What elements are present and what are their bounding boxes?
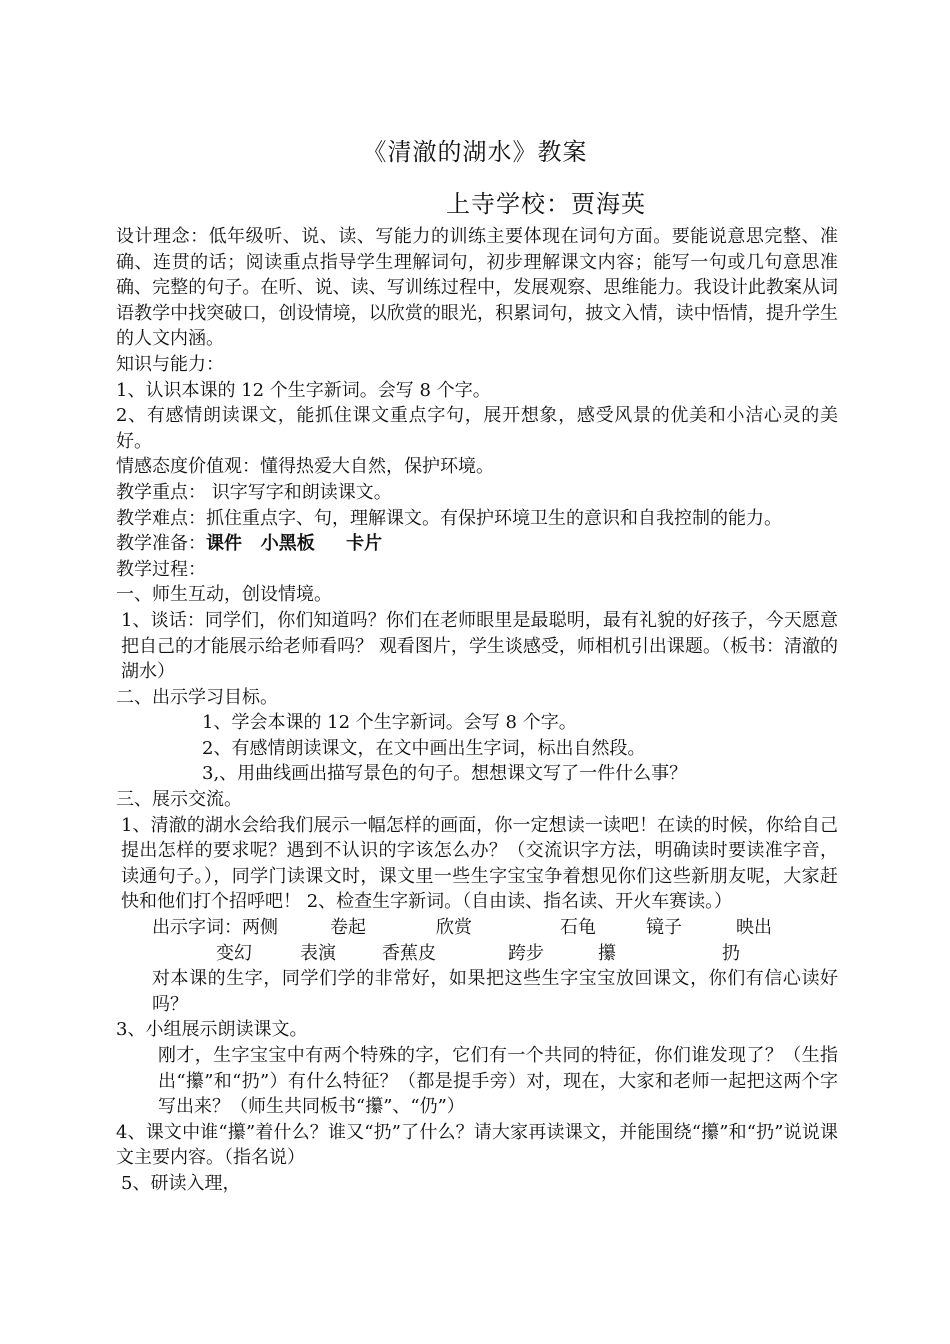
section-3-item-4: 4、课文中谁“攥”着什么？谁又“扔”了什么？请大家再读课文，并能围绕“攥”和“扔”说说课文主要内容。（指名说） [116,1121,838,1169]
word-item: 香蕉皮 [382,942,436,964]
word-item: 扔 [722,942,740,964]
section-2-heading: 二、出示学习目标。 [116,686,278,708]
section-3-paragraph-2: 对本课的生字，同学们学的非常好，如果把这些生字宝宝放回课文，你们有信心读好吗？ [152,968,838,1015]
teaching-key-point: 教学重点： 识字写字和朗读课文。 [116,481,392,503]
word-item: 欣赏 [436,917,472,939]
goal-item-3: 3,、用曲线画出描写景色的句子。想想课文写了一件什么事？ [202,763,688,785]
goal-item-1: 1、学会本课的 12 个生字新词。会写 8 个字。 [202,712,577,734]
word-item: 变幻 [216,942,252,964]
word-item: 镜子 [646,917,682,939]
word-item: 攥 [598,942,616,964]
word-list-label: 出示字词： [152,917,242,939]
goal-item-2: 2、有感情朗读课文，在文中画出生字词，标出自然段。 [202,737,646,759]
teaching-difficulty: 教学难点：抓住重点字、句，理解课文。有保护环境卫生的意识和自我控制的能力。 [116,507,782,529]
process-heading: 教学过程： [116,558,206,580]
word-item: 两侧 [242,917,278,939]
word-list-row-1 [116,915,838,941]
knowledge-heading: 知识与能力： [116,353,224,375]
word-item: 跨步 [508,942,544,964]
section-3-paragraph-3: 刚才，生字宝宝中有两个特殊的字，它们有一个共同的特征，你们谁发现了？（生指出“攥”和“扔”）有什么特征？（都是提手旁）对，现在，大家和老师一起把这两个字写出来？（师生共同板书“攥”、“仍”） [158,1045,838,1118]
word-item: 石龟 [560,917,596,939]
document-body [116,224,838,1197]
section-3-item-5: 5、研读入理， [121,1172,241,1194]
author-line: 上寺学校：贾海英 [446,190,646,218]
section-3-item-3: 3、小组展示朗读课文。 [116,1019,308,1041]
word-item: 卷起 [330,917,366,939]
word-item: 映出 [736,917,772,939]
teaching-preparation [116,531,838,557]
document-title: 《清澈的湖水》教案 [362,138,588,166]
knowledge-item-2: 2、有感情朗读课文，能抓住课文重点字句，展开想象，感受风景的优美和小洁心灵的美好。 [116,405,838,452]
section-1-heading: 一、师生互动，创设情境。 [116,584,332,606]
word-item: 表演 [300,942,336,964]
preparation-items: 课件 小黑板 卡片 [206,533,383,555]
preparation-label: 教学准备： [116,533,206,555]
word-list-row-2 [116,941,838,967]
design-concept-paragraph: 设计理念：低年级听、说、读、写能力的训练主要体现在词句方面。要能说意思完整、准确、连贯的话；阅读重点指导学生理解词句，初步理解课文内容；能写一句或几句意思准确、完整的句子。在听、说、读、写训练过程中，发展观察、思维能力。我设计此教案从词语教学中找突破口，创设情境，以欣赏的眼光，积累词句，披文入情，读中悟情，提升学生的人文内涵。 [116,226,838,350]
section-3-heading: 三、展示交流。 [116,789,242,811]
emotion-goal: 情感态度价值观：懂得热爱大自然，保护环境。 [116,456,494,478]
knowledge-item-1: 1、认识本课的 12 个生字新词。会写 8 个字。 [116,379,491,401]
section-1-paragraph: 1、谈话：同学们，你们知道吗？你们在老师眼里是最聪明，最有礼貌的好孩子，今天愿意把自己的才能展示给老师看吗？ 观看图片，学生谈感受，师相机引出课题。（板书：清澈的湖水） [121,609,838,683]
section-3-paragraph-1: 1、清澈的湖水会给我们展示一幅怎样的画面，你一定想读一读吧！在读的时候，你给自己提出怎样的要求呢？遇到不认识的字该怎么办？（交流识字方法，明确读时要读准字音，读通句子。），同学门读课文时，课文里一些生字宝宝争着想见你们这些新朋友呢，大家赶快和他们打个招呼吧！ 2、检查生字新词。（自由读、指名读、开火车赛读。） [121,814,838,913]
